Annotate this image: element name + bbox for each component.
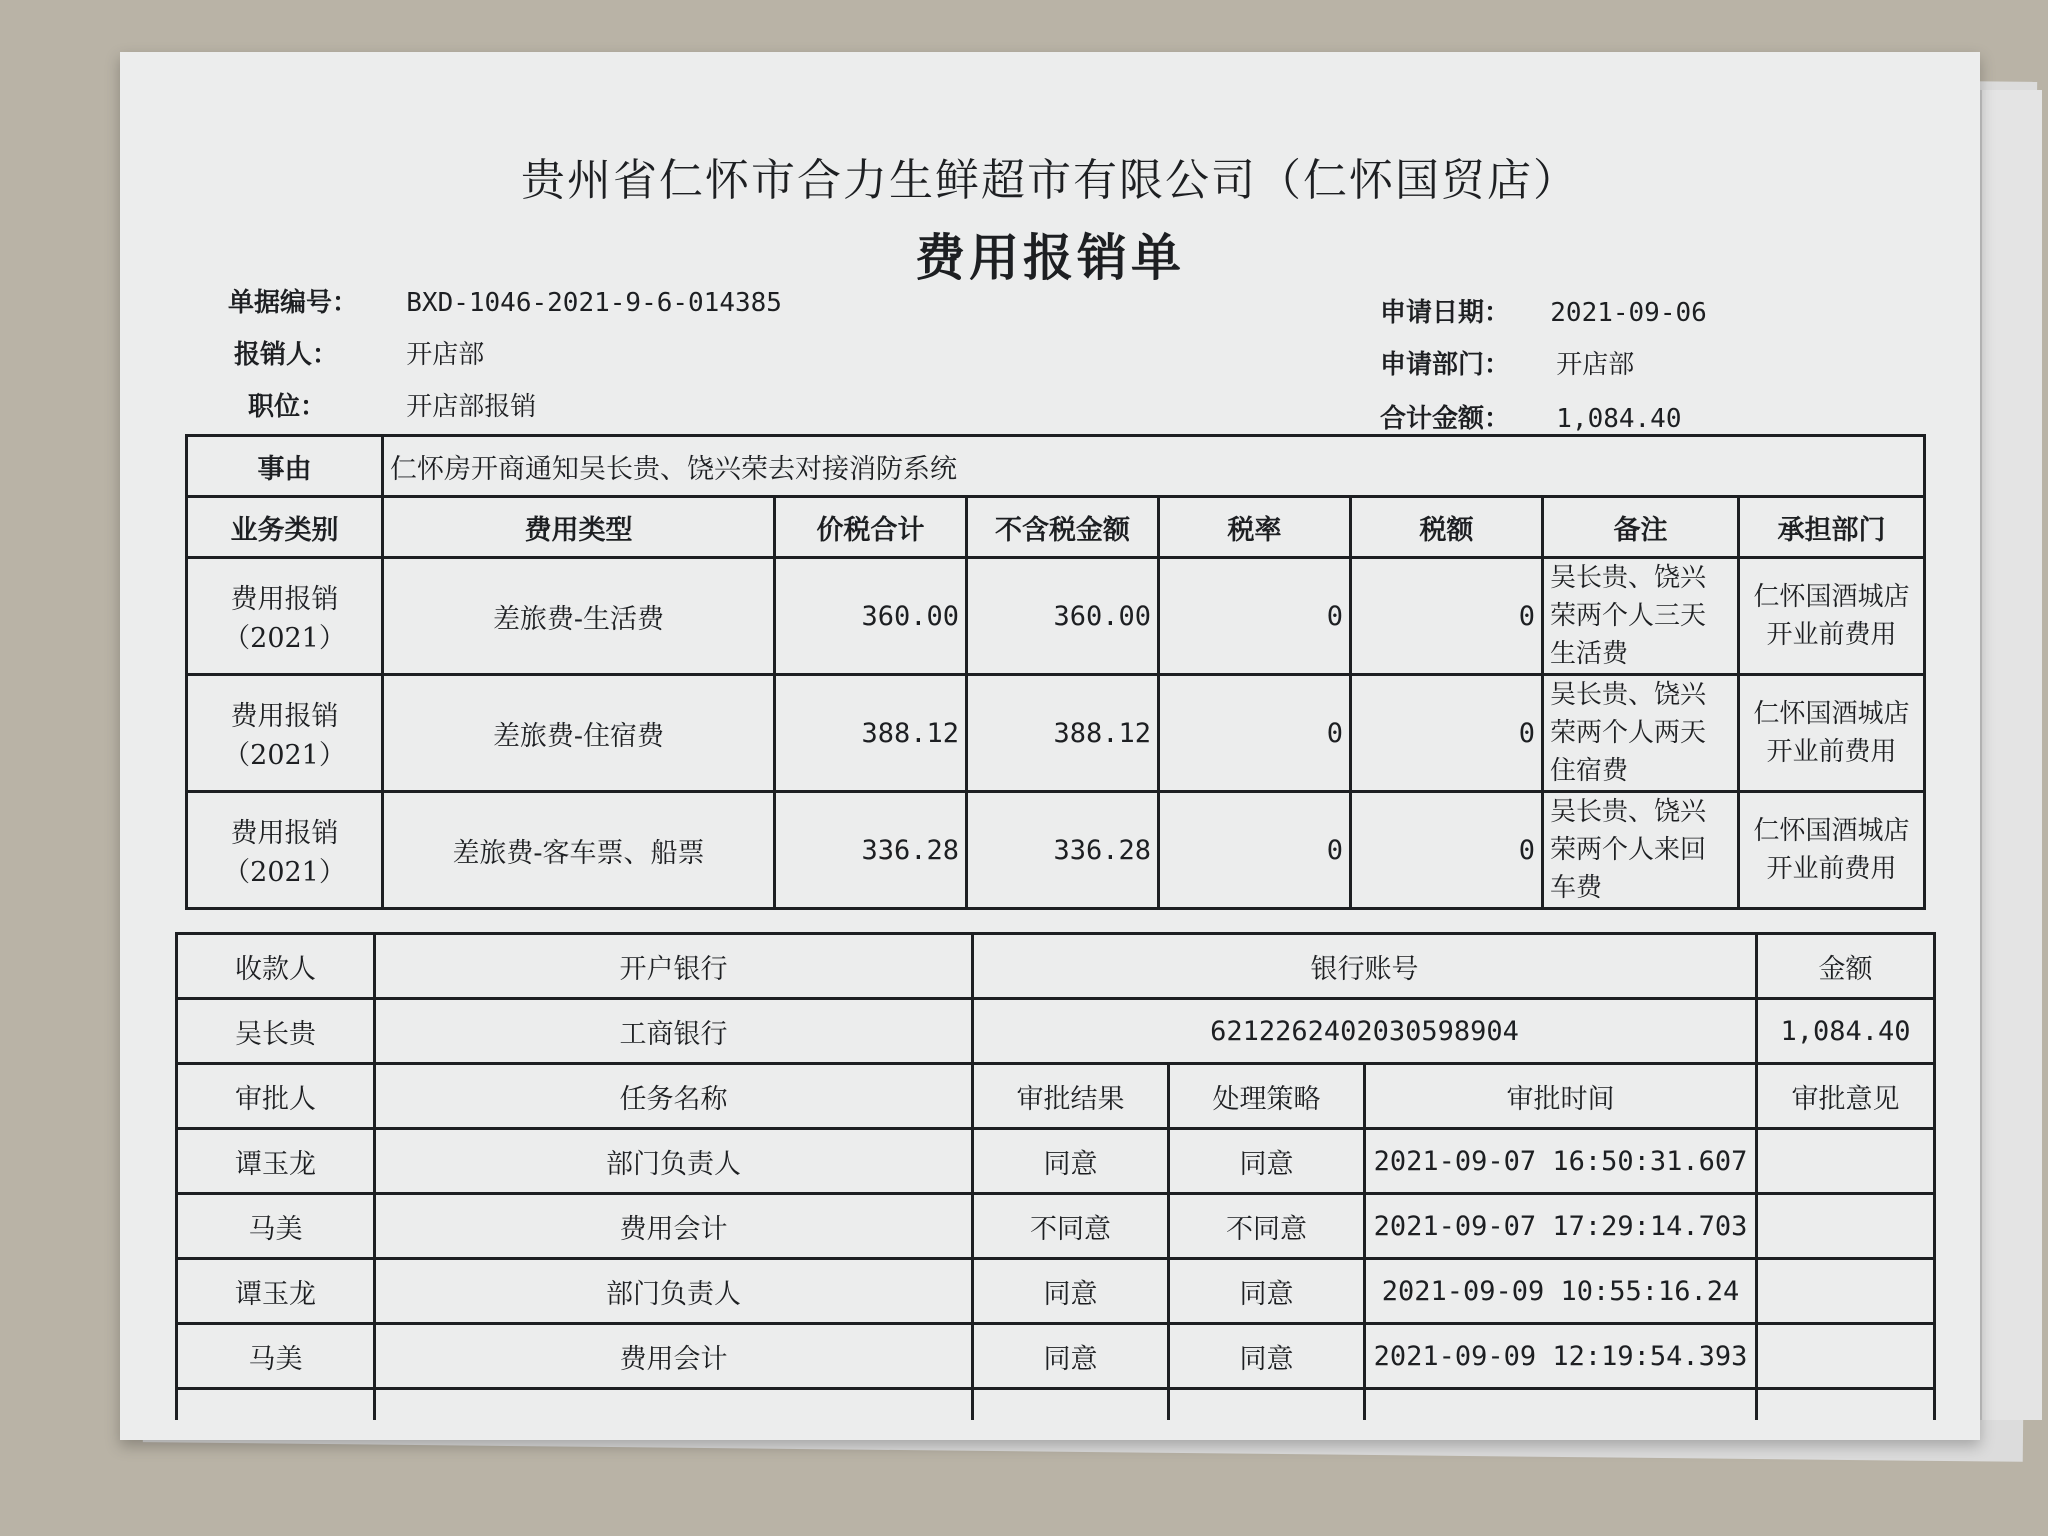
payee-amount: 1,084.40 (1757, 999, 1935, 1064)
expense-row (187, 792, 1925, 909)
header-net: 不含税金额 (967, 497, 1159, 558)
row-net: 336.28 (967, 792, 1159, 909)
row-category: 费用报销（2021） (187, 558, 383, 675)
cut-off-cell (1365, 1389, 1757, 1421)
row-rate: 0 (1159, 675, 1351, 792)
task-name: 费用会计 (375, 1194, 973, 1259)
apply-dept-label: 申请部门： (1380, 350, 1511, 380)
row-rate: 0 (1159, 558, 1351, 675)
expense-table (185, 434, 1926, 910)
approval-row (177, 1324, 1935, 1389)
row-category: 费用报销（2021） (187, 675, 383, 792)
task-name: 费用会计 (375, 1324, 973, 1389)
approval-time: 2021-09-07 17:29:14.703 (1365, 1194, 1757, 1259)
row-note: 吴长贵、饶兴荣两个人来回车费 (1543, 792, 1739, 909)
header-dept: 承担部门 (1739, 497, 1925, 558)
cut-off-cell (1757, 1389, 1935, 1421)
row-note: 吴长贵、饶兴荣两个人两天住宿费 (1543, 675, 1739, 792)
header-tax: 税额 (1351, 497, 1543, 558)
approval-time: 2021-09-09 10:55:16.24 (1365, 1259, 1757, 1324)
row-tax: 0 (1351, 675, 1543, 792)
approval-row (177, 1259, 1935, 1324)
expense-form-sheet (120, 52, 1980, 1440)
row-tax: 0 (1351, 792, 1543, 909)
row-total: 336.28 (775, 792, 967, 909)
doc-no-label: 单据编号： (228, 288, 359, 318)
row-dept: 仁怀国酒城店开业前费用 (1739, 558, 1925, 675)
total-line (1380, 398, 1682, 435)
total-label: 合计金额： (1380, 404, 1511, 434)
payee-approval-table (175, 932, 1936, 1420)
approval-strategy: 不同意 (1169, 1194, 1365, 1259)
cut-off-cell (1169, 1389, 1365, 1421)
row-tax: 0 (1351, 558, 1543, 675)
header-result: 审批结果 (973, 1064, 1169, 1129)
row-total: 360.00 (775, 558, 967, 675)
approval-result: 同意 (973, 1324, 1169, 1389)
header-category: 业务类别 (187, 497, 383, 558)
payee-row (177, 999, 1935, 1064)
expense-header-row (187, 497, 1925, 558)
paper-stack-edge (1980, 90, 2042, 1420)
doc-no-value: BXD-1046-2021-9-6-014385 (406, 288, 782, 318)
approval-result: 同意 (973, 1129, 1169, 1194)
approval-opinion (1757, 1324, 1935, 1389)
doc-no-line (228, 282, 782, 319)
cut-off-cell (375, 1389, 973, 1421)
header-strategy: 处理策略 (1169, 1064, 1365, 1129)
approver: 马美 (177, 1194, 375, 1259)
header-rate: 税率 (1159, 497, 1351, 558)
row-type: 差旅费-住宿费 (383, 675, 775, 792)
header-total: 价税合计 (775, 497, 967, 558)
expense-row (187, 675, 1925, 792)
header-type: 费用类型 (383, 497, 775, 558)
total-value: 1,084.40 (1556, 404, 1682, 434)
approval-time: 2021-09-09 12:19:54.393 (1365, 1324, 1757, 1389)
header-payee: 收款人 (177, 934, 375, 999)
row-rate: 0 (1159, 792, 1351, 909)
approver: 谭玉龙 (177, 1129, 375, 1194)
cut-off-cell (177, 1389, 375, 1421)
approval-header-row (177, 1064, 1935, 1129)
reason-label: 事由 (187, 436, 383, 497)
form-title: 费用报销单 (915, 229, 1185, 287)
company-title: 贵州省仁怀市合力生鲜超市有限公司（仁怀国贸店） (521, 155, 1579, 206)
task-name: 部门负责人 (375, 1259, 973, 1324)
header-account: 银行账号 (973, 934, 1757, 999)
row-note: 吴长贵、饶兴荣两个人三天生活费 (1543, 558, 1739, 675)
payee-header-row (177, 934, 1935, 999)
row-total: 388.12 (775, 675, 967, 792)
row-net: 388.12 (967, 675, 1159, 792)
payee-account: 6212262402030598904 (973, 999, 1757, 1064)
approval-result: 同意 (973, 1259, 1169, 1324)
approval-strategy: 同意 (1169, 1324, 1365, 1389)
reason-value: 仁怀房开商通知吴长贵、饶兴荣去对接消防系统 (383, 436, 1925, 497)
claimant-value: 开店部 (406, 340, 485, 370)
approval-opinion (1757, 1129, 1935, 1194)
apply-dept-value: 开店部 (1556, 350, 1635, 380)
claimant-label: 报销人： (234, 340, 339, 370)
header-note: 备注 (1543, 497, 1739, 558)
approval-row (177, 1129, 1935, 1194)
approver: 谭玉龙 (177, 1259, 375, 1324)
approval-result: 不同意 (973, 1194, 1169, 1259)
task-name: 部门负责人 (375, 1129, 973, 1194)
position-label: 职位： (248, 392, 327, 422)
row-dept: 仁怀国酒城店开业前费用 (1739, 675, 1925, 792)
row-category: 费用报销（2021） (187, 792, 383, 909)
approver: 马美 (177, 1324, 375, 1389)
position-value: 开店部报销 (406, 392, 537, 422)
position-line (248, 386, 536, 423)
approval-opinion (1757, 1259, 1935, 1324)
approval-strategy: 同意 (1169, 1129, 1365, 1194)
header-task: 任务名称 (375, 1064, 973, 1129)
header-bank: 开户银行 (375, 934, 973, 999)
header-opinion: 审批意见 (1757, 1064, 1935, 1129)
payee-bank: 工商银行 (375, 999, 973, 1064)
apply-date-value: 2021-09-06 (1550, 298, 1707, 328)
header-amount: 金额 (1757, 934, 1935, 999)
row-type: 差旅费-生活费 (383, 558, 775, 675)
claimant-line (234, 334, 484, 371)
apply-date-line (1380, 292, 1707, 329)
header-approver: 审批人 (177, 1064, 375, 1129)
approval-opinion (1757, 1194, 1935, 1259)
cut-off-cell (973, 1389, 1169, 1421)
row-type: 差旅费-客车票、船票 (383, 792, 775, 909)
header-time: 审批时间 (1365, 1064, 1757, 1129)
apply-dept-line (1380, 344, 1634, 381)
row-net: 360.00 (967, 558, 1159, 675)
payee-name: 吴长贵 (177, 999, 375, 1064)
row-dept: 仁怀国酒城店开业前费用 (1739, 792, 1925, 909)
approval-time: 2021-09-07 16:50:31.607 (1365, 1129, 1757, 1194)
approval-strategy: 同意 (1169, 1259, 1365, 1324)
apply-date-label: 申请日期： (1380, 298, 1511, 328)
cut-off-row (177, 1389, 1935, 1421)
expense-row (187, 558, 1925, 675)
approval-row (177, 1194, 1935, 1259)
reason-row (187, 436, 1925, 497)
